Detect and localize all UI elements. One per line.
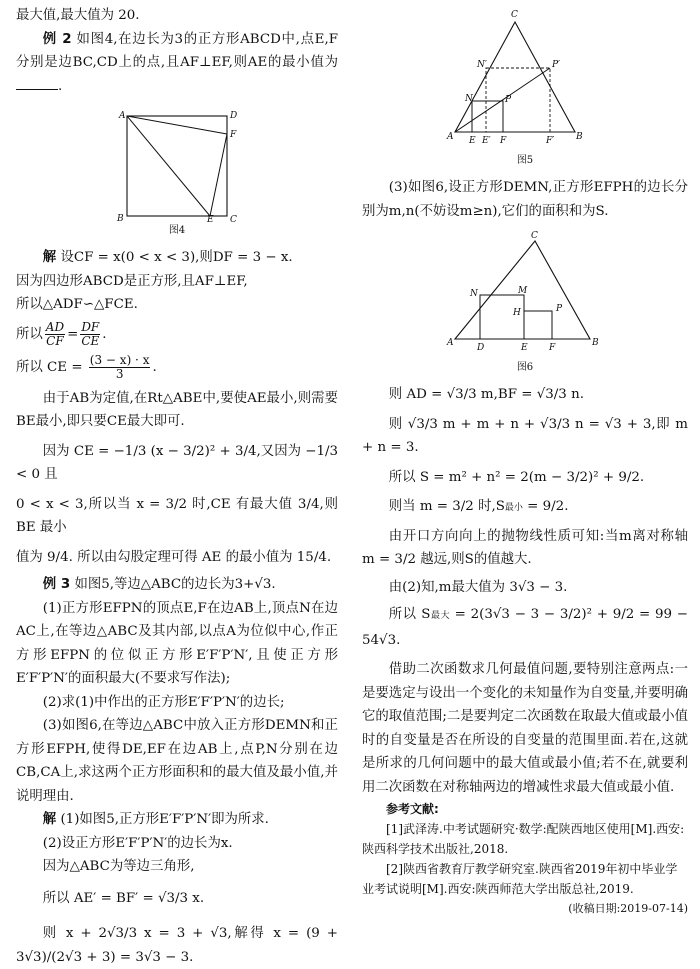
example3-part3: (3)如图6,在等边△ABC中放入正方形DEMN和正方形EFPH,使得DE,EF在边AB上,点P,N分别在边CB,CA上,求这两个正方形面积和的最大值及最小值,并说明理由. xyxy=(16,718,338,804)
solution-line-6: 由于AB为定值,在Rt△ABE中,要使AE最小,则需要BE最小,即只要CE最大即可. xyxy=(16,390,338,429)
fig5-label-c: C xyxy=(511,10,518,20)
solution-line-8: 0 < x < 3,所以当 x = 3/2 时,CE 有最大值 3/4,则 BE 最小 xyxy=(16,496,338,535)
references-heading: 参考文献: xyxy=(386,802,439,816)
solution-line-1: 解 设CF = x(0 < x < 3),则DF = 3 − x. xyxy=(42,250,293,265)
part3-statement: (3)如图6,设正方形DEMN,正方形EFPH的边长分别为m,n(不妨设m≥n),它们的面积和为S. xyxy=(362,180,688,219)
square-efpn xyxy=(472,101,503,132)
segment-af xyxy=(127,116,227,134)
fig4-label-d: D xyxy=(230,111,238,121)
answer-part2-d: 则 x + 2√3/3 x = 3 + √3,解得 x = (9 + 3√3)/(2√3 + 3) = 3√3 − 3. xyxy=(16,926,338,965)
fig5-label-a: A xyxy=(447,132,454,142)
fig4-label-c: C xyxy=(230,215,237,222)
part2-max: 由(2)知,m最大值为 3√3 − 3. xyxy=(388,579,568,595)
answer-part2: (2)设正方形E′F′P′N′的边长为x. xyxy=(42,835,233,851)
solution-line-9: 值为 9/4. 所以由勾股定理可得 AE 的最小值为 15/4. xyxy=(16,549,332,565)
segment-ae xyxy=(127,116,210,216)
fig6-label-e: E xyxy=(521,343,528,353)
fig5-label-b: B xyxy=(576,132,583,142)
fig5-label-n: N xyxy=(465,94,473,104)
fig6-label-c: C xyxy=(531,231,538,241)
left-column xyxy=(16,4,338,969)
answer-part1: 解 (1)如图5,正方形E′F′P′N′即为所求. xyxy=(42,812,269,827)
triangle-abc xyxy=(455,22,575,132)
example3-statement: 例 3 如图5,等边△ABC的边长为3+√3. xyxy=(42,577,276,592)
fig6-label-p: P xyxy=(556,304,563,314)
solution-line-3: 所以△ADF∽△FCE. xyxy=(16,297,138,312)
square-e'f'p'n' xyxy=(486,68,550,132)
answer-part2-b: 因为△ABC为等边三角形, xyxy=(42,859,195,874)
fig5-label-f': F′ xyxy=(546,136,555,146)
fig5-label-e: E xyxy=(469,136,476,146)
summary-paragraph: 借助二次函数求几何最值问题,要特别注意两点:一是要选定与设出一个变化的未知量作为自变量,并要明确它的取值范围;二是要判定二次函数在取最大值或最小值时的自变量是否在所设的自变量的范围里面.若在,这就是所求的几何问题中的最大值或最小值;若不在,就要利用二次函数在对称轴两边的增减性求最大值或最小值. xyxy=(362,662,688,795)
figure-4-caption: 图4 xyxy=(168,225,186,236)
fig6-label-b: B xyxy=(592,338,599,348)
eq-smin: 则当 m = 3/2 时,S最小 = 9/2. xyxy=(388,499,569,514)
fig6-label-h: H xyxy=(513,308,521,318)
fig5-label-f: F xyxy=(500,136,507,146)
figure-5 xyxy=(425,4,625,152)
parabola-note: 由开口方向向上的抛物线性质可知:当m离对称轴 m = 3/2 越远,则S的值越大. xyxy=(362,528,688,567)
fig5-label-n': N′ xyxy=(477,60,487,70)
answer-blank xyxy=(16,77,58,90)
fig4-label-b: B xyxy=(117,214,124,222)
example2-statement: 例 2 如图4,在边长为3的正方形ABCD中,点E,F分别是边BC,CD上的点,且AF⊥EF,则AE的最小值为 . xyxy=(16,31,338,94)
eq-sum: 则 √3/3 m + m + n + √3/3 n = √3 + 3,即 m + n = 3. xyxy=(362,416,688,455)
eq-smax: 所以 S最大 = 2(3√3 − 3 − 3/2)² + 9/2 = 99 − 54√3. xyxy=(362,607,688,648)
figure-4 xyxy=(107,106,247,222)
example3-part1: (1)正方形EFPN的顶点E,F在边AB上,顶点N在边AC上,在等边△ABC及其内部,以点A为位似中心,作正方形EFPN的位似正方形E′F′P′N′,且使正方形E′F′P′N′的面积最大(不要求写作法); xyxy=(16,600,338,686)
solution-line-5: 所以 CE = $\frac{(3 - x) \cdot x}{3}$ . xyxy=(16,352,157,381)
received-date: (收稿日期:2019-07-14) xyxy=(568,902,688,915)
solution-line-4: 所以 $\frac{AD}{CF}$ = $\frac{DF}{CE}$ . xyxy=(16,319,107,348)
right-column xyxy=(362,4,688,919)
intro-line: 最大值,最大值为 20. xyxy=(16,8,140,23)
fig5-label-e': E′ xyxy=(482,136,491,146)
solution-line-2: 因为四边形ABCD是正方形,且AF⊥EF, xyxy=(16,273,248,289)
fig5-label-p': P′ xyxy=(552,60,561,70)
solution-line-7: 因为 CE = −1/3 (x − 3/2)² + 3/4,又因为 −1/3 < 0 且 xyxy=(16,443,339,482)
figure-5-caption: 图5 xyxy=(516,155,534,166)
eq-s: 所以 S = m² + n² = 2(m − 3/2)² + 9/2. xyxy=(388,469,645,485)
segment-ef xyxy=(210,134,227,216)
example3-part2: (2)求(1)中作出的正方形E′F′P′N′的边长; xyxy=(42,694,285,710)
eq-ad-bf: 则 AD = √3/3 m,BF = √3/3 n. xyxy=(388,387,584,402)
fig6-label-n: N xyxy=(470,289,478,299)
reference-1: [1]武泽涛.中考试题研究·数学:配陕西地区使用[M].西安:陕西科学技术出版社,2018. xyxy=(362,822,685,856)
fig5-label-p: P xyxy=(505,95,512,105)
figure-6-caption: 图6 xyxy=(516,362,534,373)
fig6-label-f: F xyxy=(549,343,556,353)
square-efph xyxy=(524,311,552,339)
fig6-label-a: A xyxy=(447,338,454,348)
answer-part2-c: 所以 AE′ = BF′ = √3/3 x. xyxy=(42,890,205,906)
fig6-label-d: D xyxy=(477,343,485,353)
fig4-label-e: E xyxy=(207,215,214,222)
reference-2: [2]陕西省教育厅教学研究室.陕西省2019年初中毕业学业考试说明[M].西安:陕西师范大学出版总社,2019. xyxy=(362,862,678,896)
figure-6 xyxy=(425,229,625,359)
fig4-label-a: A xyxy=(119,111,126,121)
fig6-label-m: M xyxy=(518,286,528,296)
fig4-label-f: F xyxy=(230,130,237,140)
